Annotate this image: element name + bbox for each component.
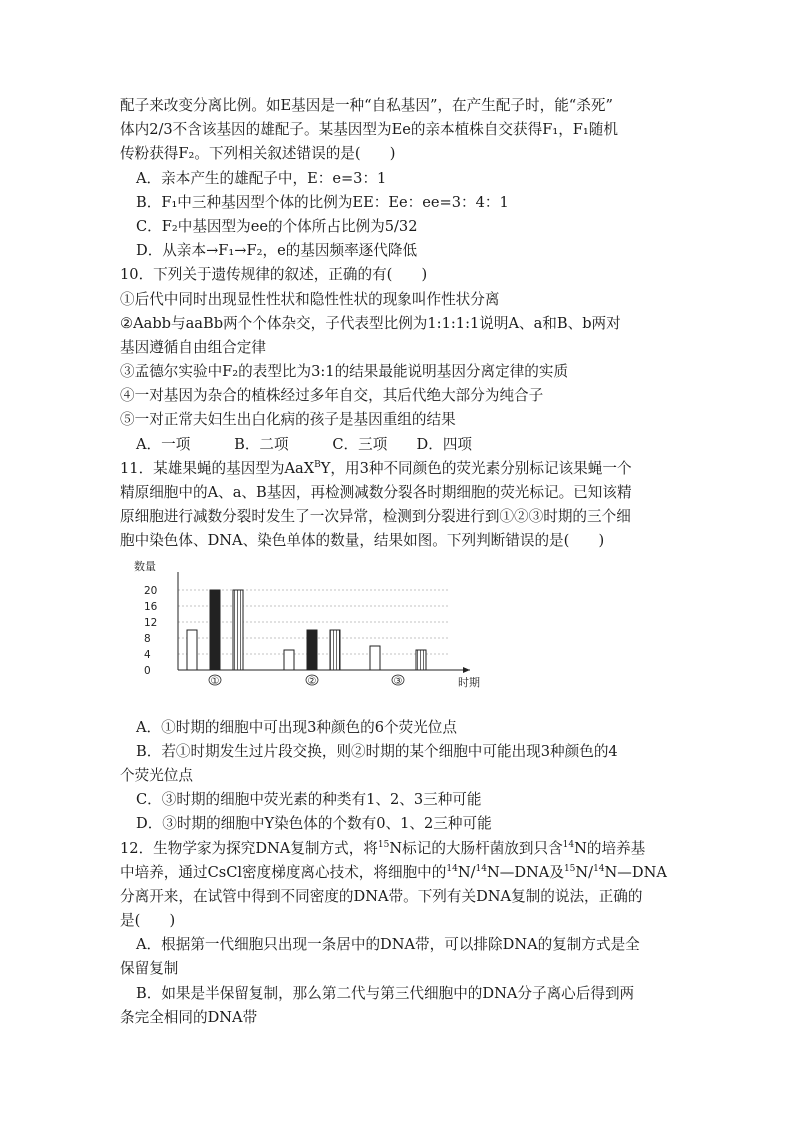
text-span: N/ [457,863,476,881]
text-line: 精原细胞中的A、a、B基因，再检测减数分裂各时期细胞的荧光标记。已知该精 [120,484,632,501]
y-tick-label: 12 [144,616,158,629]
option-d: D．从亲本→F₁→F₂，e的基因频率逐代降低 [136,242,418,260]
text-span: Y，用3种不同颜色的荧光素分别标记该果蝇一个 [320,459,632,477]
option-a: A．①时期的细胞中可出现3种颜色的6个荧光位点 [136,718,457,736]
text-line: 体内2/3不含该基因的雄配子。某基因型为Ee的亲本植株自交获得F₁，F₁随机 [120,121,618,139]
bar-black-2 [307,630,317,670]
text-span: 12．生物学家为探究DNA复制方式，将 [120,839,378,857]
chart-container [120,558,680,710]
text-line: 胞中染色体、DNA、染色单体的数量，结果如图。下列判断错误的是( ) [120,532,605,550]
q9-stem [120,94,680,167]
option-b-cont: 条完全相同的DNA带 [120,1008,258,1026]
statement-3: ③孟德尔实验中F₂的表型比为3:1的结果最能说明基因分离定律的实质 [120,363,569,381]
statement-1: ①后代中同时出现显性性状和隐性性状的现象叫作性状分离 [120,290,500,308]
text-line: 分离开来，在试管中得到不同密度的DNA带。下列有关DNA复制的说法，正确的 [120,887,643,905]
category-label: ③ [393,675,403,687]
q9-options [120,167,680,264]
bar-white-1 [187,630,197,670]
category-label: ① [210,675,220,687]
option-b: B．若①时期发生过片段交换，则②时期的某个细胞中可能出现3种颜色的4 [136,742,618,760]
superscript: 15 [563,863,576,874]
option-b: B．如果是半保留复制，那么第二代与第三代细胞中的DNA分子离心后得到两 [136,984,635,1002]
q10 [120,263,680,457]
x-axis-arrow [463,667,470,673]
option-a: A．根据第一代细胞只出现一条居中的DNA带，可以排除DNA的复制方式是全 [136,936,640,954]
text-span: 11．某雄果蝇的基因型为AaX [120,459,315,477]
text-line: 原细胞进行减数分裂时发生了一次异常，检测到分裂进行到①②③时期的三个细 [120,508,631,526]
option-c: C．③时期的细胞中荧光素的种类有1、2、3三种可能 [136,791,482,809]
option-b: B．F₁中三种基因型个体的比例为EE：Ee：ee=3：4：1 [136,193,509,211]
q12-stem-line1 [120,837,680,861]
q12 [120,837,680,1031]
option-a-cont: 保留复制 [120,960,179,978]
option-a: A．亲本产生的雄配子中，E：e=3：1 [136,169,387,187]
superscript: B [314,459,321,470]
y-tick-label: 20 [144,584,158,597]
x-axis-label: 时期 [458,675,480,689]
category-label: ② [307,675,317,687]
y-tick-label: 0 [144,664,151,677]
option-d: D．③时期的细胞中Y染色体的个数有0、1、2三种可能 [136,815,492,833]
q12-stem-line2 [120,861,680,885]
text-span: N—DNA [604,863,667,881]
y-axis-label: 数量 [134,559,156,573]
bar-hatched-3 [416,650,426,670]
option-b-cont: 个荧光位点 [120,766,193,784]
q10-stem: 10．下列关于遗传规律的叙述，正确的有( ) [120,266,428,284]
q10-options: A．一项 B．二项 C．三项 D．四项 [136,435,473,453]
text-span: 中培养，通过CsCl密度梯度离心技术，将细胞中的 [120,863,447,881]
bar-white-2 [284,650,294,670]
statement-2-cont: 基因遵循自由组合定律 [120,338,266,356]
y-tick-label: 8 [144,632,151,645]
bar-chart [120,558,500,710]
bar-black-1 [210,590,220,670]
statement-2: ②Aabb与aaBb两个个体杂交，子代表型比例为1:1:1:1说明A、a和B、b两对 [120,314,621,332]
text-span: N/ [575,863,594,881]
y-tick-label: 16 [144,600,158,613]
text-line: 配子来改变分离比例。如E基因是一种“自私基因”，在产生配子时，能“杀死” [120,97,613,114]
text-span: N—DNA及 [486,863,564,881]
superscript: 15 [377,839,390,850]
bar-hatched-1 [233,590,243,670]
statement-5: ⑤一对正常夫妇生出白化病的孩子是基因重组的结果 [120,411,456,429]
bar-white-3 [370,646,380,670]
text-line: 是( ) [120,912,176,930]
statement-4: ④一对基因为杂合的植株经过多年自交，其后代绝大部分为纯合子 [120,387,544,405]
content [120,94,680,1030]
bar-hatched-2 [330,630,340,670]
text-span: N的培养基 [574,839,646,857]
superscript: 14 [446,863,458,874]
superscript: 14 [593,863,605,874]
q11 [120,457,680,837]
text-line: 传粉获得F₂。下列相关叙述错误的是( ) [120,145,396,163]
q11-stem-line1 [120,457,680,481]
y-tick-label: 4 [144,648,151,661]
superscript: 14 [475,863,487,874]
superscript: 14 [562,839,575,850]
option-c: C．F₂中基因型为ee的个体所占比例为5/32 [136,217,418,235]
text-span: N标记的大肠杆菌放到只含 [389,839,563,857]
